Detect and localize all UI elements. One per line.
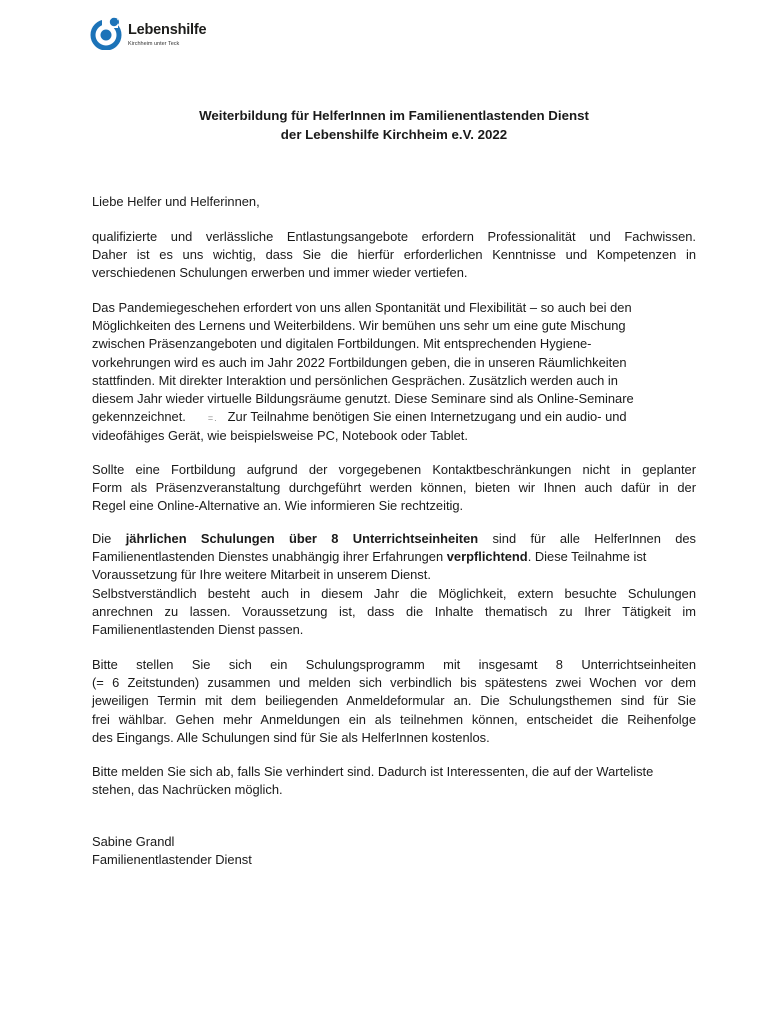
online-mark-icon: =.: [207, 413, 218, 424]
salutation: Liebe Helfer und Helferinnen,: [92, 194, 260, 209]
p2-line-mixed: [92, 408, 696, 427]
p4-bold-text: verpflichtend: [446, 549, 528, 565]
paragraph-1: [92, 228, 696, 283]
paragraph-6: [92, 763, 696, 799]
p2-line: Möglichkeiten des Lernens und Weiterbildens. Wir bemühen uns sehr um eine gute Mischung: [92, 318, 626, 334]
p4-line-2: [92, 548, 696, 566]
title-line-2: der Lebenshilfe Kirchheim e.V. 2022: [280, 127, 508, 142]
p4-line-5: anrechnen zu lassen. Voraussetzung ist, dass die Inhalte thematisch zu Ihrer Tätigkeit im: [92, 603, 696, 619]
p4-text: sind für alle HelferInnen des: [492, 531, 697, 546]
p2-line: zwischen Präsenzangeboten und digitalen Fortbildungen. Mit entsprechenden Hygiene-: [92, 336, 592, 352]
p4-line-4: Selbstverständlich besteht auch in diesem Jahr die Möglichkeit, extern besuchte Schulungen: [92, 585, 696, 601]
p6-line: Bitte melden Sie sich ab, falls Sie verhindert sind. Dadurch ist Interessenten, die auf der Warteliste: [92, 764, 654, 779]
p4-line-3: Voraussetzung für Ihre weitere Mitarbeit in unserem Dienst.: [92, 567, 431, 583]
paragraph-5: [92, 656, 696, 747]
p4-line-1: [92, 530, 696, 548]
p4-bold-text: jährlichen Schulungen über 8 Unterrichtseinheiten: [125, 531, 479, 546]
p5-line: jeweiligen Termin mit dem beiliegenden Anmeldeformular an. Die Schulungsthemen sind für Sie: [92, 693, 696, 709]
paragraph-3: [92, 461, 696, 516]
lebenshilfe-logo-icon: [90, 16, 124, 50]
p2-line-end: Zur Teilnahme benötigen Sie einen Internetzugang und ein audio- und: [227, 409, 627, 425]
signature-name: Sabine Grandl: [92, 834, 175, 849]
signature-block: [92, 833, 696, 869]
p5-line: Bitte stellen Sie sich ein Schulungsprogramm mit insgesamt 8 Unterrichtseinheiten: [92, 657, 696, 672]
paragraph-4: [92, 530, 696, 639]
signature-department: Familienentlastender Dienst: [92, 852, 252, 868]
p2-line: videofähiges Gerät, wie beispielsweise PC, Notebook oder Tablet.: [92, 428, 468, 444]
p5-line: (= 6 Zeitstunden) zusammen und melden sich verbindlich bis spätestens zwei Wochen vor dem: [92, 675, 696, 691]
p6-line: stehen, das Nachrücken möglich.: [92, 782, 283, 798]
p1-line: verschiedenen Schulungen erwerben und immer wieder vertiefen.: [92, 265, 468, 281]
p1-line: qualifizierte und verlässliche Entlastungsangebote erfordern Professionalität und Fachwissen.: [92, 229, 696, 244]
document-title: [92, 106, 696, 144]
p4-text: Die: [92, 531, 112, 546]
p4-line-6: Familienentlastenden Dienst passen.: [92, 622, 304, 638]
p4-text: . Diese Teilnahme ist: [527, 549, 647, 565]
lebenshilfe-logo: [90, 16, 230, 50]
p2-line: diesem Jahr wieder virtuelle Bildungsräume genutzt. Diese Seminare sind als Online-Seminare: [92, 391, 634, 407]
logo-subtitle: Kirchheim unter Teck: [128, 41, 180, 47]
p4-text: Familienentlastenden Dienstes unabhängig ihrer Erfahrungen: [92, 549, 444, 565]
p3-line: Sollte eine Fortbildung aufgrund der vorgegebenen Kontaktbeschränkungen nicht in geplanter: [92, 462, 696, 477]
p2-line: Das Pandemiegeschehen erfordert von uns allen Spontanität und Flexibilität – so auch bei den: [92, 300, 632, 315]
p5-line: des Eingangs. Alle Schulungen sind für Sie als HelferInnen kostenlos.: [92, 729, 490, 745]
p3-line: Form als Präsenzveranstaltung durchgeführt werden können, bieten wir Ihnen auch dafür in der: [92, 480, 696, 496]
p1-line: Daher ist es uns wichtig, dass Sie die hierfür erforderlichen Kenntnisse und Kompetenzen in: [92, 247, 696, 263]
p2-line: vorkehrungen wird es auch im Jahr 2022 Fortbildungen geben, die in unseren Räumlichkeiten: [92, 354, 627, 370]
paragraph-2: [92, 299, 696, 446]
p2-line-start: gekennzeichnet.: [92, 409, 186, 425]
p5-line: frei wählbar. Gehen mehr Anmeldungen ein als teilnehmen können, entscheidet die Reihenfolge: [92, 711, 696, 727]
p2-line: stattfinden. Mit direkter Interaktion und persönlichen Gesprächen. Zusätzlich werden auch in: [92, 372, 618, 388]
title-line-1: Weiterbildung für HelferInnen im Familienentlastenden Dienst: [199, 108, 589, 123]
p3-line: Regel eine Online-Alternative an. Wie informieren Sie rechtzeitig.: [92, 498, 464, 514]
logo-name: Lebenshilfe: [128, 22, 207, 38]
